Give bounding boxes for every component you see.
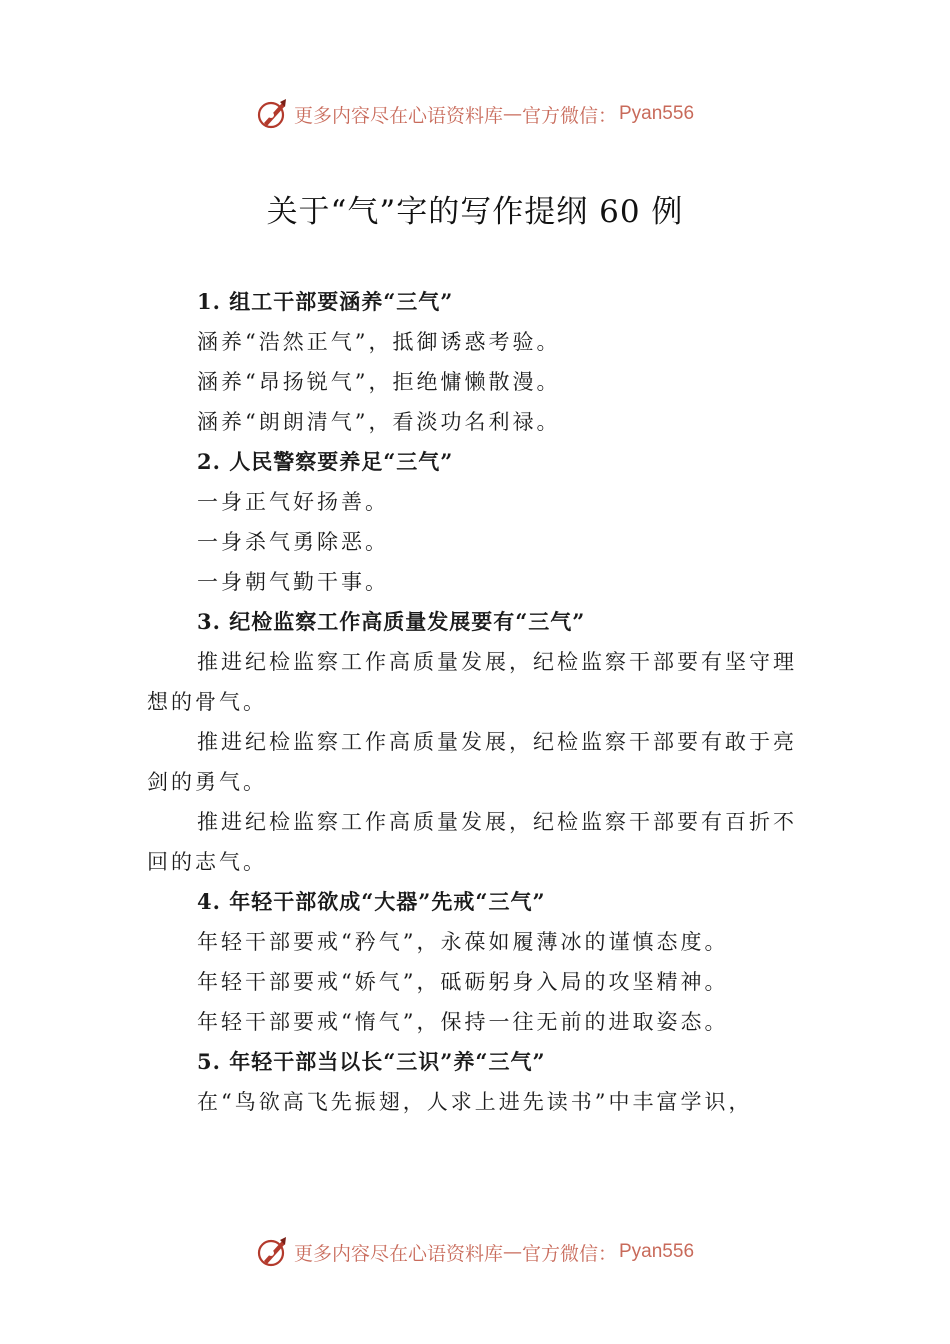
- section-heading: 5. 年轻干部当以长“三识”养“三气”: [197, 1049, 546, 1074]
- section-line: 一身杀气勇除恶。: [197, 530, 389, 554]
- section-paragraph: 推进纪检监察工作高质量发展，纪检监察干部要有坚守理想的骨气。: [147, 650, 797, 714]
- banner-text: 更多内容尽在心语资料库: [293, 104, 503, 127]
- section-heading: 4. 年轻干部欲成“大器”先戒“三气”: [197, 889, 546, 914]
- section-line: 一身朝气勤干事。: [197, 570, 389, 594]
- banner-official: 官方微信：: [521, 104, 617, 127]
- section-heading: 1. 组工干部要涵养“三气”: [197, 289, 454, 314]
- section-heading: 3. 纪检监察工作高质量发展要有“三气”: [197, 609, 586, 634]
- banner-wechat-id: Pyan556: [619, 103, 695, 124]
- banner-official: 官方微信：: [521, 1242, 617, 1265]
- section-line: 年轻干部要戒“惰气”，保持一往无前的进取姿态。: [197, 1010, 729, 1034]
- section-line: 一身正气好扬善。: [197, 490, 389, 514]
- section-paragraph: 推进纪检监察工作高质量发展，纪检监察干部要有百折不回的志气。: [147, 810, 797, 874]
- section-paragraph: 推进纪检监察工作高质量发展，纪检监察干部要有敢于亮剑的勇气。: [147, 730, 797, 794]
- section-line: 年轻干部要戒“矜气”，永葆如履薄冰的谨慎态度。: [197, 930, 729, 954]
- pen-logo-icon: [256, 1235, 290, 1269]
- header-banner: [0, 94, 950, 134]
- banner-separator: —: [502, 1241, 522, 1263]
- banner-wechat-id: Pyan556: [619, 1241, 695, 1262]
- document-title: 关于“气”字的写作提纲 60 例: [266, 194, 684, 230]
- document-body: [147, 282, 807, 1122]
- banner-text: 更多内容尽在心语资料库: [293, 1242, 503, 1265]
- section-line: 年轻干部要戒“娇气”，砥砺躬身入局的攻坚精神。: [197, 970, 729, 994]
- footer-banner: [0, 1232, 950, 1272]
- section-line: 涵养“昂扬锐气”，拒绝慵懒散漫。: [197, 370, 561, 394]
- section-line: 涵养“朗朗清气”，看淡功名利禄。: [197, 410, 561, 434]
- banner-separator: —: [502, 103, 522, 125]
- section-heading: 2. 人民警察要养足“三气”: [197, 449, 454, 474]
- pen-logo-icon: [256, 97, 290, 131]
- section-line: 涵养“浩然正气”，抵御诱惑考验。: [197, 330, 561, 354]
- section-line: 在“鸟欲高飞先振翅，人求上进先读书”中丰富学识，: [197, 1090, 753, 1114]
